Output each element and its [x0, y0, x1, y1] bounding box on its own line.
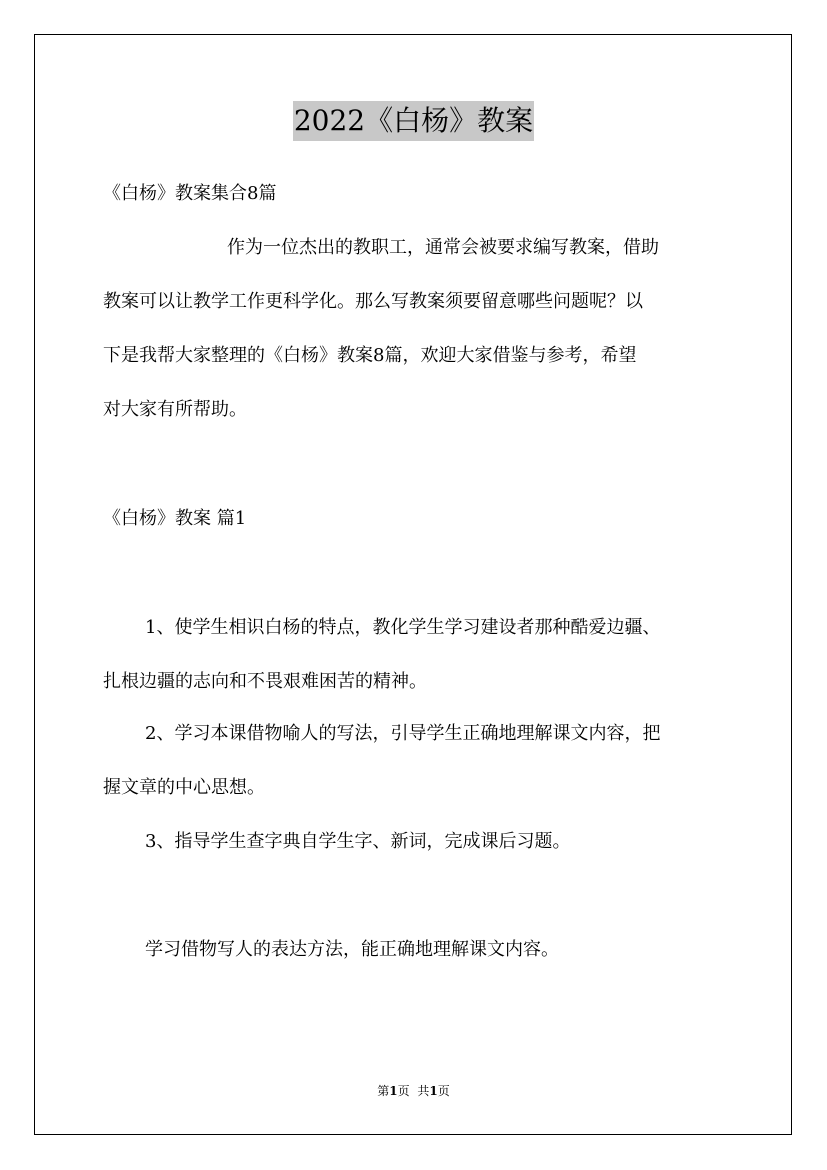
- goal-line: 握文章的中心思想。: [103, 777, 265, 798]
- intro-line: 下是我帮大家整理的《白杨》教案8篇，欢迎大家借鉴与参考，希望: [103, 345, 637, 366]
- footer-page-prefix: 第: [377, 1084, 390, 1098]
- title-container: [0, 101, 827, 141]
- footer-total-prefix: 共: [417, 1084, 430, 1098]
- footer-page-number: 1: [389, 1084, 398, 1098]
- intro-line: 作为一位杰出的教职工，通常会被要求编写教案，借助: [227, 237, 659, 258]
- goal-line: 1、使学生相识白杨的特点，教化学生学习建设者那种酷爱边疆、: [145, 617, 661, 638]
- focus-line: 学习借物写人的表达方法，能正确地理解课文内容。: [145, 939, 559, 960]
- footer-total-suffix: 页: [437, 1084, 450, 1098]
- document-title: 2022《白杨》教案: [293, 101, 534, 141]
- goal-line: 2、学习本课借物喻人的写法，引导学生正确地理解课文内容，把: [145, 723, 661, 744]
- footer-page-suffix: 页: [397, 1084, 410, 1098]
- footer-total-number: 1: [429, 1084, 438, 1098]
- section-heading: 《白杨》教案 篇1: [103, 508, 247, 529]
- intro-line: 教案可以让教学工作更科学化。那么写教案须要留意哪些问题呢？以: [103, 291, 643, 312]
- goal-line: 3、指导学生查字典自学生字、新词，完成课后习题。: [145, 831, 571, 852]
- page-footer: [0, 1083, 827, 1099]
- intro-line: 对大家有所帮助。: [103, 399, 247, 420]
- goal-line: 扎根边疆的志向和不畏艰难困苦的精神。: [103, 671, 427, 692]
- document-subtitle: 《白杨》教案集合8篇: [103, 183, 277, 204]
